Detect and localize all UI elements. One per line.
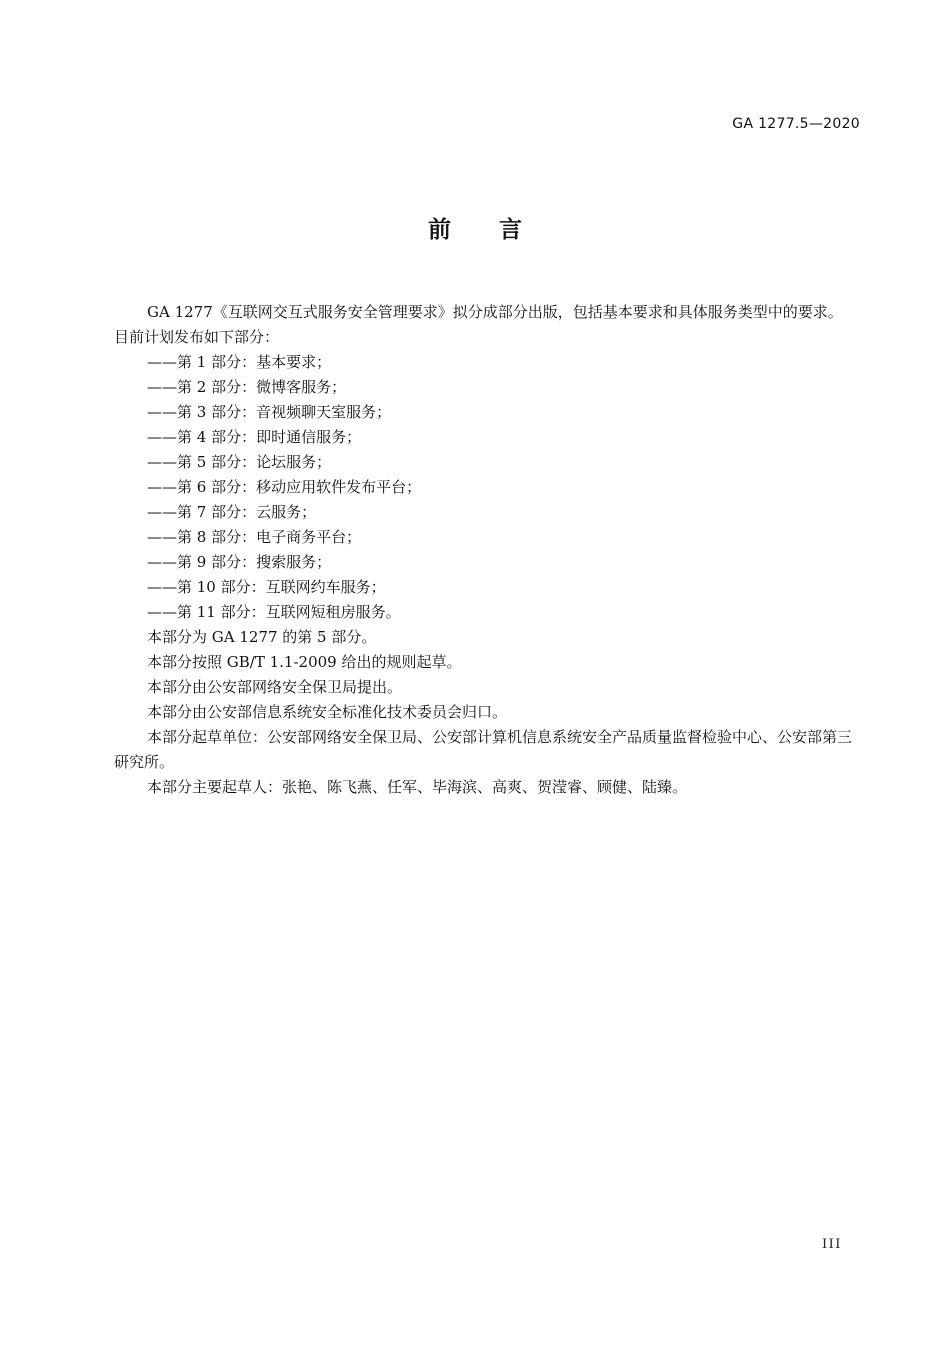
statement-drafters: 本部分主要起草人：张艳、陈飞燕、任军、毕海滨、高爽、贺滢睿、顾健、陆臻。 [147, 778, 688, 796]
part-list-item: ——第 4 部分：即时通信服务； [147, 428, 362, 446]
foreword-body [114, 300, 854, 800]
part-list-item: ——第 6 部分：移动应用软件发布平台； [147, 478, 422, 496]
statement-part-number: 本部分为 GA 1277 的第 5 部分。 [147, 628, 377, 646]
parts-list [114, 350, 854, 625]
statement-drafting-units: 本部分起草单位：公安部网络安全保卫局、公安部计算机信息系统安全产品质量监督检验中心、公安部第三研究所。 [114, 728, 853, 771]
part-list-item: ——第 1 部分：基本要求； [147, 353, 332, 371]
part-list-item: ——第 9 部分：搜索服务； [147, 553, 332, 571]
part-list-item: ——第 11 部分：互联网短租房服务。 [147, 603, 401, 621]
part-list-item: ——第 2 部分：微博客服务； [147, 378, 347, 396]
part-list-item: ——第 5 部分：论坛服务； [147, 453, 332, 471]
part-list-item: ——第 10 部分：互联网约车服务； [147, 578, 386, 596]
page-title: 前言 [428, 217, 570, 243]
statement-drafting-rules: 本部分按照 GB/T 1.1-2009 给出的规则起草。 [147, 653, 462, 671]
part-list-item: ——第 3 部分：音视频聊天室服务； [147, 403, 392, 421]
statement-proposer: 本部分由公安部网络安全保卫局提出。 [147, 678, 403, 696]
intro-paragraph: GA 1277《互联网交互式服务安全管理要求》拟分成部分出版，包括基本要求和具体服务类型中的要求。目前计划发布如下部分： [114, 303, 843, 346]
document-code: GA 1277.5—2020 [732, 116, 860, 132]
page-number: III [822, 1237, 842, 1252]
part-list-item: ——第 8 部分：电子商务平台； [147, 528, 362, 546]
part-list-item: ——第 7 部分：云服务； [147, 503, 317, 521]
statement-administrator: 本部分由公安部信息系统安全标准化技术委员会归口。 [147, 703, 508, 721]
